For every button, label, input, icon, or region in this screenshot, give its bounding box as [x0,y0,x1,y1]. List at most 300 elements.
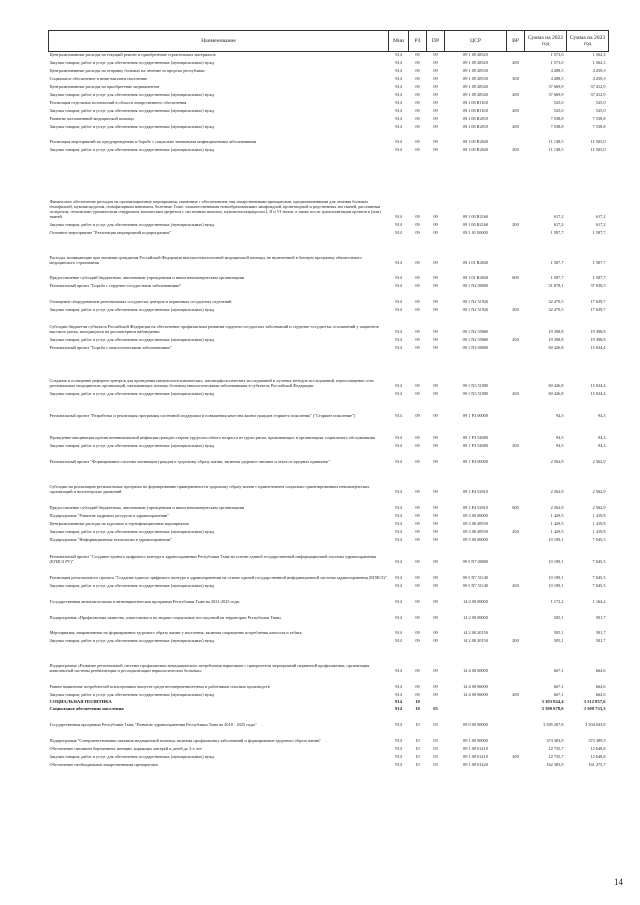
table-row [49,519,609,527]
cell-rz: 09 [415,505,420,511]
cell-vr [507,153,525,220]
cell-sum-2023: 1 562,3 [592,60,606,66]
cell-sum-2023: 7 045,5 [592,575,606,581]
cell-sum-2022: 2 562,9 [550,489,564,495]
cell-csr: 09 1 00 00000 [463,738,488,744]
cell-sum-2022: 505,1 [553,630,564,636]
cell-pr: 09 [433,391,438,397]
cell-rz: 09 [415,84,420,90]
cell-rz: 10 [415,706,420,712]
cell-vr [507,397,525,419]
cell-sum-2022: 37 669,9 [548,92,564,98]
cell-sum-2023: 19 398,8 [590,329,606,335]
cell-name: Реализация регионального проекта "Создание единого цифрового контура в здравоохранении на основе единой государственной информационной системы здравоохранения (ЕГИСЗ)" [49,575,387,581]
cell-vr [507,82,525,90]
cell-sum-2022: 7 538,8 [550,116,564,122]
cell-pr: 09 [433,599,438,605]
cell-pr: 09 [433,435,438,441]
cell-name: Закупка товаров, работ и услуг для обеспечения государственных (муниципальных) нужд [49,147,215,153]
cell-min: 914 [395,230,402,236]
cell-rz: 09 [415,307,420,313]
cell-min: 914 [395,76,402,82]
cell-sum-2022: 1 172,2 [550,599,564,605]
cell-rz: 09 [415,329,420,335]
cell-rz: 10 [415,738,420,744]
cell-csr: 09 1 N3 51900 [462,391,489,397]
cell-rz: 09 [415,489,420,495]
table-row [49,441,609,449]
cell-vr [507,543,525,565]
cell-rz: 09 [415,391,420,397]
cell-pr: 09 [433,537,438,543]
cell-sum-2023: 12 648,8 [590,746,606,752]
cell-sum-2023: 617,2 [595,214,606,220]
cell-csr: 14 4 00 06000 [463,684,488,690]
cell-sum-2023: 617,2 [595,222,606,228]
table-row [49,728,609,744]
table-row [49,397,609,419]
cell-vr [507,674,525,690]
cell-vr: 200 [512,222,519,228]
cell-min: 914 [395,100,402,106]
cell-sum-2023: 7 538,8 [592,116,606,122]
cell-name: Социальное обеспечение населения [49,706,124,712]
table-row [49,153,609,220]
cell-sum-2023: 662,6 [595,684,606,690]
cell-sum-2023: 161 275,7 [588,762,606,768]
cell-min: 914 [395,638,402,644]
cell-sum-2023: 501,7 [595,630,606,636]
cell-pr: 09 [433,116,438,122]
cell-pr: 09 [433,299,438,305]
cell-rz: 09 [415,230,420,236]
cell-sum-2023: 525,0 [595,100,606,106]
cell-min: 914 [395,699,402,705]
budget-table [48,30,609,768]
header-rz: РЗ [409,31,427,52]
cell-name: Расходы, возникающие при оказании гражданам Российской Федерации высокотехнологичной медицинской помощи, не включенной в базовую программу обязательного медицинского страхования [49,255,362,266]
cell-sum-2023: 15 634,4 [590,391,606,397]
cell-min: 914 [395,668,402,674]
cell-sum-2023: 4 259,3 [592,68,606,74]
cell-csr: 14 2 00 20150 [463,630,488,636]
cell-rz: 09 [415,92,420,98]
cell-vr: 200 [512,638,519,644]
cell-csr: 09 5 N7 00000 [462,559,489,565]
cell-min: 914 [395,754,402,760]
cell-name: Государственная антиалкогольная и антинаркотическая программа Республики Тыва на 2021-2025 годы [49,599,240,605]
cell-sum-2023: 94,3 [597,413,606,419]
cell-vr [507,130,525,145]
table-row [49,220,609,228]
cell-name: Централизованные расходы на текущий ремонт и приобретение строительных материалов [49,52,216,58]
cell-name: Подпрограмма "Развитие кадровых ресурсов в здравоохранении" [49,513,170,519]
cell-rz: 09 [415,283,420,289]
cell-csr: 09 3 00 48550 [463,529,488,535]
header-csr: ЦСР [445,31,507,52]
cell-sum-2022: 10 109,1 [548,537,564,543]
table-row [49,82,609,90]
cell-sum-2022: 1 587,7 [550,275,564,281]
cell-sum-2023: 501,7 [595,638,606,644]
cell-min: 914 [395,391,402,397]
cell-pr: 09 [433,52,438,58]
cell-name: Оснащение оборудованием региональных сосудистых центров и первичных сосудистых отделений [49,299,232,305]
table-row [49,760,609,768]
cell-rz: 09 [415,275,420,281]
cell-sum-2023: 17 639,7 [590,299,606,305]
cell-sum-2023: 11 503,0 [590,147,606,153]
cell-sum-2023: 15 634,4 [590,345,606,351]
cell-vr [507,236,525,266]
cell-min: 914 [395,762,402,768]
cell-sum-2022: 525,0 [553,108,564,114]
cell-sum-2023: 2 562,9 [592,459,606,465]
cell-sum-2022: 19 398,8 [548,337,564,343]
cell-name: Централизованные расходы на приобретение медикаментов [49,84,160,90]
cell-sum-2022: 10 109,1 [548,575,564,581]
cell-pr: 09 [433,60,438,66]
table-row [49,705,609,712]
cell-vr: 200 [512,583,519,589]
cell-min: 914 [395,413,402,419]
cell-min: 914 [395,116,402,122]
cell-pr: 09 [433,459,438,465]
cell-rz: 09 [415,413,420,419]
cell-name: Основное мероприятие "Реализация мероприятий подпрограммы" [49,230,172,236]
cell-min: 914 [395,299,402,305]
cell-name: Обеспечение необходимыми лекарственными препаратами [49,762,158,768]
cell-vr: 600 [512,505,519,511]
cell-sum-2022: 60 426,8 [548,345,564,351]
cell-pr: 09 [433,260,438,266]
cell-sum-2023: 501,7 [595,615,606,621]
cell-min: 914 [395,537,402,543]
cell-csr: 09 1 00 01420 [463,762,488,768]
cell-vr: 200 [512,147,519,153]
cell-pr: 09 [433,575,438,581]
cell-csr: 09 1 00 R2020 [462,147,489,153]
table-row [49,752,609,760]
cell-sum-2022: 32 479,3 [548,299,564,305]
cell-pr: 09 [433,214,438,220]
cell-sum-2023: 2 562,9 [592,505,606,511]
cell-sum-2022: 617,2 [553,214,564,220]
cell-vr [507,621,525,636]
cell-csr: 09 1 00 R1610 [462,100,489,106]
cell-vr [507,281,525,289]
cell-csr: 09 1 P3 54680 [463,443,488,449]
cell-name: Раннее выявление потребителей психотропных веществ среди несовершеннолетних и работников опасных производств [49,684,270,690]
cell-sum-2023: 373 389,5 [588,738,606,744]
cell-pr: 09 [433,222,438,228]
cell-rz: 09 [415,214,420,220]
cell-vr [507,565,525,581]
budget-table-sheet [48,30,608,768]
cell-vr: 200 [512,124,519,130]
cell-vr [507,605,525,621]
cell-sum-2023: 4 259,3 [592,76,606,82]
cell-pr: 09 [433,92,438,98]
cell-pr: 09 [433,76,438,82]
cell-sum-2022: 19 398,8 [548,329,564,335]
cell-csr: 09 1 P4 52810 [463,505,488,511]
cell-rz: 09 [415,52,420,58]
table-row [49,98,609,106]
cell-sum-2022: 4 288,5 [550,68,564,74]
table-row [49,543,609,565]
cell-name: Закупка товаров, работ и услуг для обеспечения государственных (муниципальных) нужд [49,337,215,343]
cell-sum-2023: 17 639,7 [590,307,606,313]
cell-rz: 10 [415,722,420,728]
cell-rz: 09 [415,630,420,636]
cell-sum-2023: 1 419,8 [592,521,606,527]
cell-name: Закупка товаров, работ и услуг для обеспечения государственных (муниципальных) нужд [49,60,215,66]
cell-csr: 09 1 00 R2020 [462,139,489,145]
cell-rz: 09 [415,116,420,122]
cell-pr: 03 [433,722,438,728]
cell-min: 914 [395,383,402,389]
cell-pr: 09 [433,489,438,495]
cell-sum-2023: 37 412,9 [590,92,606,98]
cell-vr [507,744,525,752]
cell-rz: 09 [415,529,420,535]
cell-sum-2023: 1 419,8 [592,529,606,535]
table-row [49,581,609,589]
cell-csr: 09 1 N2 51920 [462,307,489,313]
cell-vr [507,535,525,543]
cell-csr: 09 1 00 R2010 [462,116,489,122]
cell-sum-2023: 94,3 [597,435,606,441]
cell-pr: 09 [433,615,438,621]
cell-sum-2022: 60 426,8 [548,383,564,389]
cell-pr: 09 [433,147,438,153]
cell-sum-2023: 2 562,9 [592,489,606,495]
cell-vr: 600 [512,275,519,281]
table-row [49,698,609,705]
cell-min: 914 [395,443,402,449]
cell-pr: 09 [433,692,438,698]
cell-name: Закупка товаров, работ и услуг для обеспечения государственных (муниципальных) нужд [49,222,215,228]
cell-pr: 03 [433,746,438,752]
cell-min: 914 [395,307,402,313]
header-sum-2023: Сумма на 2023 год [567,31,609,52]
cell-sum-2023: 37 412,9 [590,84,606,90]
cell-min: 914 [395,599,402,605]
cell-sum-2023: 1 587,7 [592,230,606,236]
header-sum-2022: Сумма на 2022 год [525,31,567,52]
cell-csr: 09 0 00 00000 [463,722,488,728]
cell-csr [445,698,507,705]
cell-sum-2022: 667,1 [553,684,564,690]
cell-pr: 09 [433,100,438,106]
cell-vr [507,228,525,236]
cell-sum-2022: 12 735,7 [548,746,564,752]
cell-sum-2023: 7 045,5 [592,583,606,589]
cell-rz: 09 [415,615,420,621]
cell-name: Субсидии на реализацию региональных программ по формированию приверженности здоровому образу жизни с привлечением социально ориентированных некоммерческих организаций и волонтерских движений [49,484,370,495]
cell-rz: 10 [415,762,420,768]
cell-pr: 03 [433,738,438,744]
cell-sum-2023: 37 038,5 [590,283,606,289]
table-row [49,636,609,644]
table-row [49,114,609,122]
cell-vr [507,289,525,305]
table-row [49,527,609,535]
cell-sum-2022: 667,1 [553,692,564,698]
cell-rz: 09 [415,383,420,389]
table-row [49,449,609,465]
cell-name: Проведение вакцинации против пневмококковой инфекции граждан старше трудоспособного возраста из групп риска, проживающих в организациях социального обслуживания [49,435,376,441]
table-row [49,535,609,543]
cell-sum-2022: 94,3 [555,435,564,441]
cell-name: Предоставление субсидий бюджетным, автономным учреждениям и иным некоммерческим организациям [49,505,245,511]
cell-csr: 09 1 00 48540 [463,84,488,90]
cell-rz: 09 [415,345,420,351]
cell-pr: 09 [433,513,438,519]
cell-rz: 09 [415,76,420,82]
cell-vr [507,589,525,605]
cell-sum-2023: 3 504 043,8 [585,722,606,728]
cell-rz: 09 [415,435,420,441]
cell-sum-2023: 525,0 [595,108,606,114]
cell-csr: 09 1 N2 55860 [462,337,489,343]
table-row [49,289,609,305]
cell-min: 914 [395,260,402,266]
cell-rz: 10 [415,746,420,752]
cell-min: 914 [395,283,402,289]
cell-min: 914 [395,575,402,581]
cell-csr: 14 2 00 00000 [463,615,488,621]
cell-vr: 200 [512,92,519,98]
table-row [49,236,609,266]
table-row [49,712,609,728]
table-row [49,744,609,752]
cell-csr: 09 1 P3 54680 [463,435,488,441]
cell-min: 914 [395,435,402,441]
header-min: Мин [389,31,409,52]
cell-pr: 09 [433,230,438,236]
cell-csr: 09 1 00 R2160 [462,214,489,220]
cell-sum-2023: 12 648,8 [590,754,606,760]
cell-rz: 09 [415,537,420,543]
cell-name: Подпрограмма "Совершенствование оказания медицинской помощи, включая профилактику заболеваний и формирование здорового образа жизни" [49,738,322,744]
cell-min: 914 [395,529,402,535]
cell-pr: 09 [433,337,438,343]
cell-sum-2022: 162 383,9 [546,762,564,768]
table-row [49,621,609,636]
cell-rz: 09 [415,575,420,581]
cell-name: Закупка товаров, работ и услуг для обеспечения государственных (муниципальных) нужд [49,391,215,397]
cell-min: 914 [395,738,402,744]
cell-csr: 09 1 00 48520 [463,60,488,66]
cell-vr: 200 [512,337,519,343]
cell-rz: 09 [415,668,420,674]
cell-pr: 03 [433,754,438,760]
cell-vr [507,511,525,519]
cell-vr [507,343,525,351]
cell-min: 914 [395,84,402,90]
cell-sum-2022: 667,1 [553,668,564,674]
cell-min: 914 [395,722,402,728]
cell-name: Централизованные расходы на отправку больных на лечение за пределы республики [49,68,205,74]
cell-csr: 09 1 00 R1610 [462,108,489,114]
table-row [49,389,609,397]
cell-csr: 09 1 00 48520 [463,52,488,58]
table-body [49,52,609,768]
cell-sum-2023: 662,6 [595,692,606,698]
cell-min: 914 [395,583,402,589]
cell-sum-2022: 3 385 207,8 [543,722,564,728]
cell-min: 914 [395,684,402,690]
cell-min: 914 [395,329,402,335]
cell-sum-2022: 10 109,1 [548,559,564,565]
cell-min: 914 [395,222,402,228]
table-row [49,674,609,690]
header-name: Наименование [49,31,389,52]
cell-name: Централизованные расходы на курсовые и сертификационные мероприятия [49,521,189,527]
cell-name: Создание и оснащение референс-центров для проведения иммуногистохимических, патоморфологических исследований и лучевых методов исследований, переоснащение сети региональных медицинских организаций, оказывающих помощь больным онкологическими заболеваниями в субъектах Российской Федерации [49,378,374,389]
cell-csr: 09 1 N2 00000 [462,283,489,289]
cell-min: 914 [395,337,402,343]
cell-csr: 09 1 00 48530 [463,76,488,82]
cell-csr: 09 1 P3 00000 [463,413,488,419]
cell-sum-2023: 662,6 [595,668,606,674]
cell-pr: 03 [433,762,438,768]
cell-csr: 09 1 N2 55860 [462,329,489,335]
table-row [49,266,609,281]
cell-rz: 09 [415,147,420,153]
cell-sum-2023: 1 587,7 [592,260,606,266]
table-row [49,343,609,351]
cell-csr: 09 3 00 00000 [463,513,488,519]
cell-sum-2022: 51 878,1 [548,283,564,289]
cell-vr [507,465,525,495]
cell-sum-2022: 617,2 [553,222,564,228]
cell-csr: 09 1 01 00000 [463,230,488,236]
cell-name: Реализация мероприятий по предупреждению и борьбе с социально значимыми инфекционными заболеваниями [49,139,257,145]
table-row [49,122,609,130]
cell-rz: 09 [415,684,420,690]
cell-sum-2022: 12 735,7 [548,754,564,760]
cell-csr: 09 1 00 R2160 [462,222,489,228]
cell-vr [507,66,525,74]
cell-name: СОЦИАЛЬНАЯ ПОЛИТИКА [49,699,112,705]
cell-name: Подпрограмма "Информационные технологии в здравоохранении" [49,537,172,543]
cell-min: 914 [395,505,402,511]
cell-min: 914 [395,68,402,74]
cell-pr: 09 [433,505,438,511]
cell-csr: 09 1 01 R4020 [462,260,489,266]
table-row [49,690,609,698]
cell-min: 914 [395,52,402,58]
cell-pr: 09 [433,638,438,644]
cell-vr: 300 [512,76,519,82]
cell-name: Обеспечение питанием беременных женщин, кормящих матерей и детей до 3-х лет [49,746,202,752]
cell-vr: 200 [512,692,519,698]
cell-rz: 09 [415,260,420,266]
cell-sum-2022: 94,3 [555,443,564,449]
cell-name: Закупка товаров, работ и услуг для обеспечения государственных (муниципальных) нужд [49,583,215,589]
cell-pr: 09 [433,630,438,636]
cell-sum-2022: 1 429,5 [550,529,564,535]
cell-rz: 09 [415,559,420,565]
cell-rz: 09 [415,513,420,519]
cell-name: Финансовое обеспечение расходов на организационные мероприятия, связанные с обеспечением лиц лекарственными препаратами, предназначенными для лечения больных гемофилией, муковисцидозом, гипофизарным нанизмом, болезнью Гоше, злокачественными новообразованиями лимфоидной, кроветворной и родственных им тканей, рассеянным склерозом, гемолитико-уремическим синдромом, юношеским артритом с системным началом, мукополисахаридозом I, II и VI типов, а также после трансплантации органов и (или) тканей [49,198,381,220]
cell-name: Государственная программа Республики Тыва "Развитие здравоохранения Республики Тыва на 2018 - 2025 годы" [49,722,257,728]
cell-pr: 09 [433,521,438,527]
cell-name: Субсидии бюджетам субъектов Российской Федерации на обеспечение профилактики развития сердечно-сосудистых заболеваний и сердечно-сосудистых осложнений у пациентов высокого риска, находящихся на диспансерном наблюдении [49,324,379,335]
